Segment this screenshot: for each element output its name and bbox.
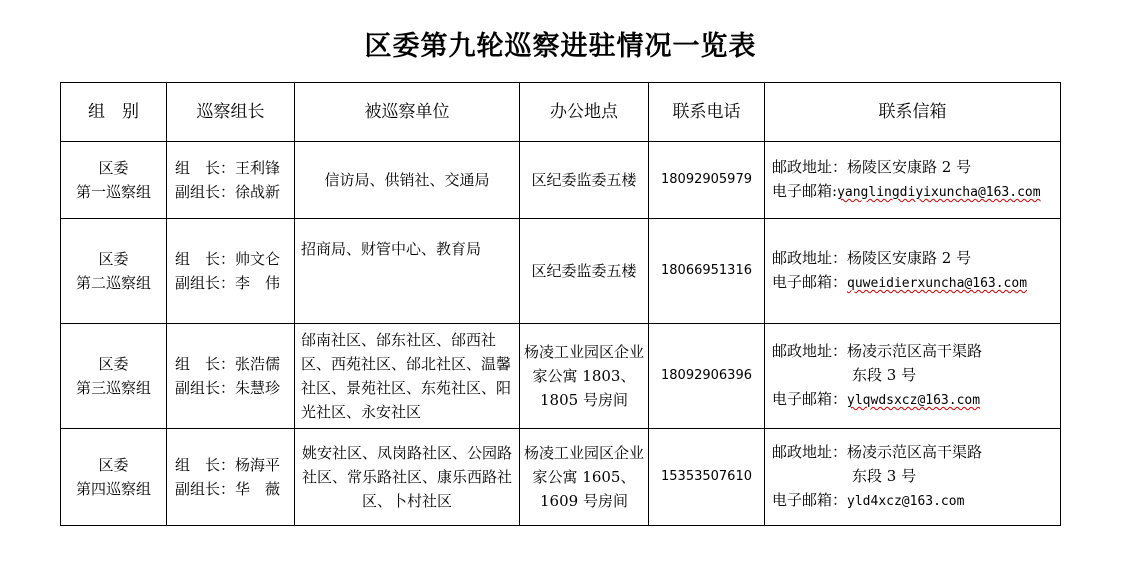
email-line: [772, 179, 1060, 205]
postal-label: 邮政地址：: [772, 249, 848, 267]
table-row: [61, 429, 1061, 526]
units-cell: 姚安社区、凤岗路社区、公园路社区、常乐路社区、康乐西路社区、卜村社区: [295, 429, 520, 526]
email-link[interactable]: ylqwdsxcz@163.com: [847, 393, 981, 408]
office-cell: 区纪委监委五楼: [520, 219, 649, 324]
header-group: 组 别: [61, 83, 167, 142]
postal-label: 邮政地址：: [772, 443, 848, 461]
deputy-name: 副组长：华 薇: [175, 480, 281, 498]
email-label: 电子邮箱：: [772, 491, 848, 509]
header-unit: 被巡察单位: [295, 83, 520, 142]
postal-address: 杨凌示范区高干渠路: [847, 342, 983, 360]
email-link[interactable]: yld4xcz@163.com: [847, 494, 965, 509]
contact-cell: [765, 219, 1061, 324]
email-line: [772, 387, 1060, 413]
leader-cell: [167, 429, 295, 526]
postal-line: [772, 155, 1060, 179]
group-line1: 区委: [98, 456, 129, 474]
units-cell: [295, 219, 520, 324]
group-line2: 第二巡察组: [75, 274, 151, 292]
table-row: [61, 324, 1061, 429]
postal-line: [772, 339, 1060, 363]
table-row: [61, 142, 1061, 219]
postal-line: [772, 246, 1060, 270]
group-line1: 区委: [98, 159, 129, 177]
deputy-name: 副组长：朱慧珍: [175, 379, 281, 397]
email-link[interactable]: quweidierxuncha@163.com: [847, 276, 1028, 291]
postal-address-line2: 东段 3 号: [852, 366, 917, 384]
leader-cell: [167, 219, 295, 324]
email-label: 电子邮箱：: [772, 273, 848, 291]
phone-cell: 18066951316: [649, 219, 765, 324]
leader-name: 组 长：张浩儒: [175, 355, 281, 373]
leader-cell: [167, 324, 295, 429]
office-cell: 杨凌工业园区企业家公寓 1605、1609 号房间: [520, 429, 649, 526]
contact-cell: [765, 429, 1061, 526]
email-label: 电子邮箱:: [772, 182, 838, 200]
phone-cell: 15353507610: [649, 429, 765, 526]
postal-label: 邮政地址：: [772, 342, 848, 360]
deputy-name: 副组长：李 伟: [175, 274, 281, 292]
deputy-name: 副组长：徐战新: [175, 183, 281, 201]
postal-address: 杨凌示范区高干渠路: [847, 443, 983, 461]
postal-address-line2: 东段 3 号: [852, 467, 917, 485]
group-line2: 第一巡察组: [75, 183, 151, 201]
office-cell: 杨凌工业园区企业家公寓 1803、1805 号房间: [520, 324, 649, 429]
group-cell: [61, 324, 167, 429]
contact-cell: [765, 324, 1061, 429]
page-title: 区委第九轮巡察进驻情况一览表: [364, 31, 757, 62]
postal-address: 杨陵区安康路 2 号: [847, 249, 972, 267]
email-line: [772, 488, 1060, 514]
group-cell: [61, 219, 167, 324]
leader-name: 组 长：帅文仑: [175, 250, 281, 268]
group-line2: 第四巡察组: [75, 480, 151, 498]
leader-cell: [167, 142, 295, 219]
header-row: [61, 83, 1061, 142]
email-label: 电子邮箱：: [772, 390, 848, 408]
email-line: [772, 270, 1060, 296]
header-leader: 巡察组长: [167, 83, 295, 142]
group-cell: [61, 429, 167, 526]
inspection-table: [60, 82, 1061, 526]
group-line2: 第三巡察组: [75, 379, 151, 397]
office-cell: 区纪委监委五楼: [520, 142, 649, 219]
contact-cell: [765, 142, 1061, 219]
units-text: 招商局、财管中心、教育局: [301, 240, 482, 258]
table-row: [61, 219, 1061, 324]
header-mailbox: 联系信箱: [765, 83, 1061, 142]
units-cell: 信访局、供销社、交通局: [295, 142, 520, 219]
postal-line: [772, 440, 1060, 464]
group-line1: 区委: [98, 250, 129, 268]
header-office: 办公地点: [520, 83, 649, 142]
postal-address: 杨陵区安康路 2 号: [847, 158, 972, 176]
group-cell: [61, 142, 167, 219]
header-phone: 联系电话: [649, 83, 765, 142]
leader-name: 组 长：杨海平: [175, 456, 281, 474]
phone-cell: 18092905979: [649, 142, 765, 219]
group-line1: 区委: [98, 355, 129, 373]
phone-cell: 18092906396: [649, 324, 765, 429]
units-cell: 邰南社区、邰东社区、邰西社区、西苑社区、邰北社区、温馨社区、景苑社区、东苑社区、阳光社区、永安社区: [295, 324, 520, 429]
email-link[interactable]: yanglingdiyixuncha@163.com: [837, 185, 1041, 200]
leader-name: 组 长：王利锋: [175, 159, 281, 177]
postal-label: 邮政地址：: [772, 158, 848, 176]
